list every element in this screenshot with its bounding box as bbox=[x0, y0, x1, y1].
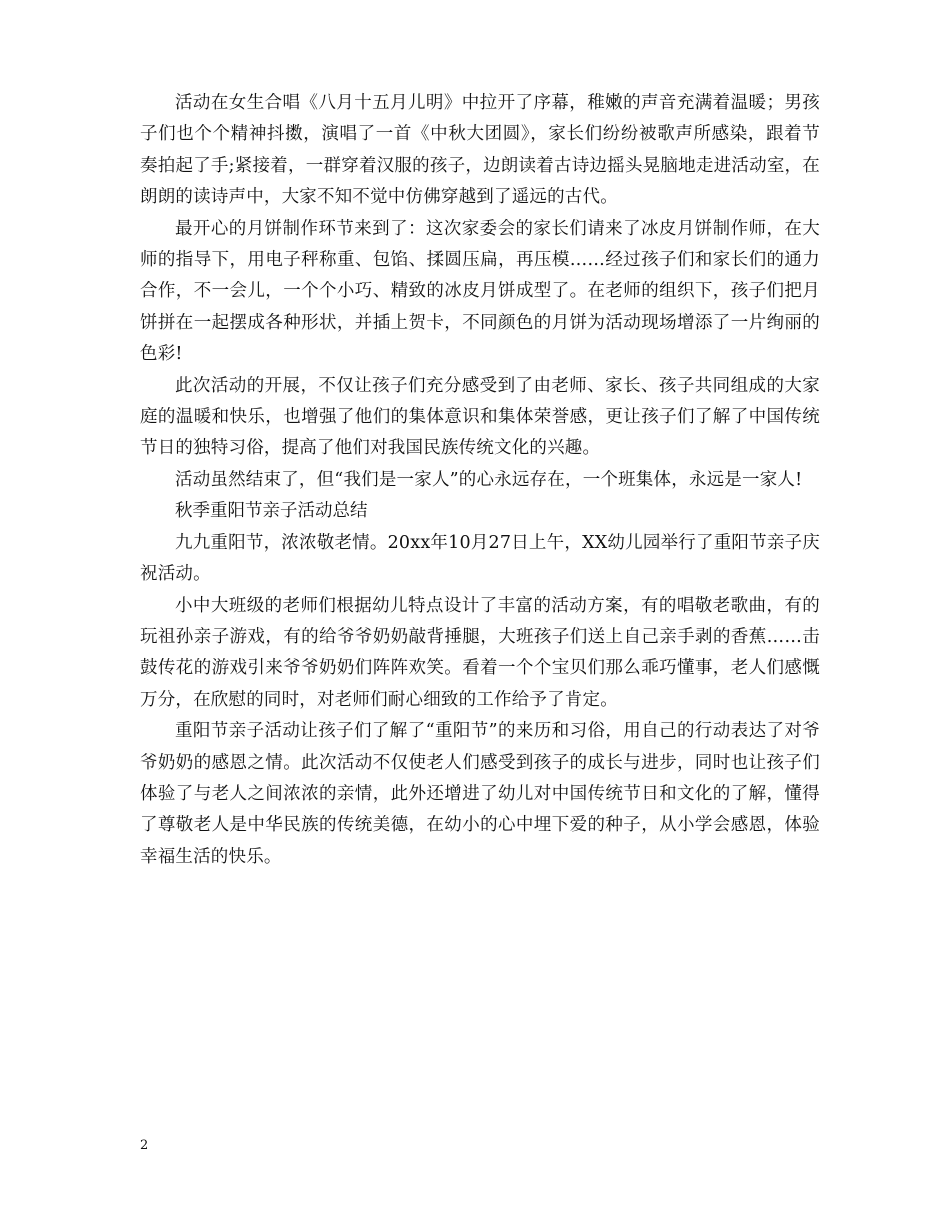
paragraph-4: 活动虽然结束了，但“我们是一家人”的心永远存在，一个班集体，永远是一家人! bbox=[175, 469, 803, 490]
paragraph-3: 此次活动的开展，不仅让孩子们充分感受到了由老师、家长、孩子共同组成的大家庭的温暖和快乐，也增强了他们的集体意识和集体荣誉感，更让孩子们了解了中国传统节日的独特习俗，提高了他们对我国民族传统文化的兴趣。 bbox=[140, 375, 820, 459]
document-body bbox=[140, 88, 820, 873]
section-heading: 秋季重阳节亲子活动总结 bbox=[175, 501, 368, 522]
paragraph-2: 最开心的月饼制作环节来到了：这次家委会的家长们请来了冰皮月饼制作师，在大师的指导下，用电子秤称重、包馅、揉圆压扁，再压模……经过孩子们和家长们的通力合作，不一会儿，一个个小巧、精致的冰皮月饼成型了。在老师的组织下，孩子们把月饼拼在一起摆成各种形状，并插上贺卡，不同颜色的月饼为活动现场增添了一片绚丽的色彩! bbox=[140, 218, 820, 365]
paragraph-5: 九九重阳节，浓浓敬老情。20xx年10月27日上午，XX幼儿园举行了重阳节亲子庆祝活动。 bbox=[140, 532, 820, 585]
paragraph-1: 活动在女生合唱《八月十五月儿明》中拉开了序幕，稚嫩的声音充满着温暖；男孩子们也个个精神抖擞，演唱了一首《中秋大团圆》，家长们纷纷被歌声所感染，跟着节奏拍起了手;紧接着，一群穿着汉服的孩子，边朗读着古诗边摇头晃脑地走进活动室，在朗朗的读诗声中，大家不知不觉中仿佛穿越到了遥远的古代。 bbox=[140, 93, 820, 208]
page-number: 2 bbox=[140, 1138, 149, 1153]
paragraph-6: 小中大班级的老师们根据幼儿特点设计了丰富的活动方案，有的唱敬老歌曲，有的玩祖孙亲子游戏，有的给爷爷奶奶敲背捶腿，大班孩子们送上自己亲手剥的香蕉……击鼓传花的游戏引来爷爷奶奶们阵阵欢笑。看着一个个宝贝们那么乖巧懂事，老人们感慨万分，在欣慰的同时，对老师们耐心细致的工作给予了肯定。 bbox=[140, 595, 820, 710]
paragraph-7: 重阳节亲子活动让孩子们了解了“重阳节”的来历和习俗，用自己的行动表达了对爷爷奶奶的感恩之情。此次活动不仅使老人们感受到孩子的成长与进步，同时也让孩子们体验了与老人之间浓浓的亲情，此外还增进了幼儿对中国传统节日和文化的了解，懂得了尊敬老人是中华民族的传统美德，在幼小的心中埋下爱的种子，从小学会感恩，体验幸福生活的快乐。 bbox=[140, 721, 820, 867]
